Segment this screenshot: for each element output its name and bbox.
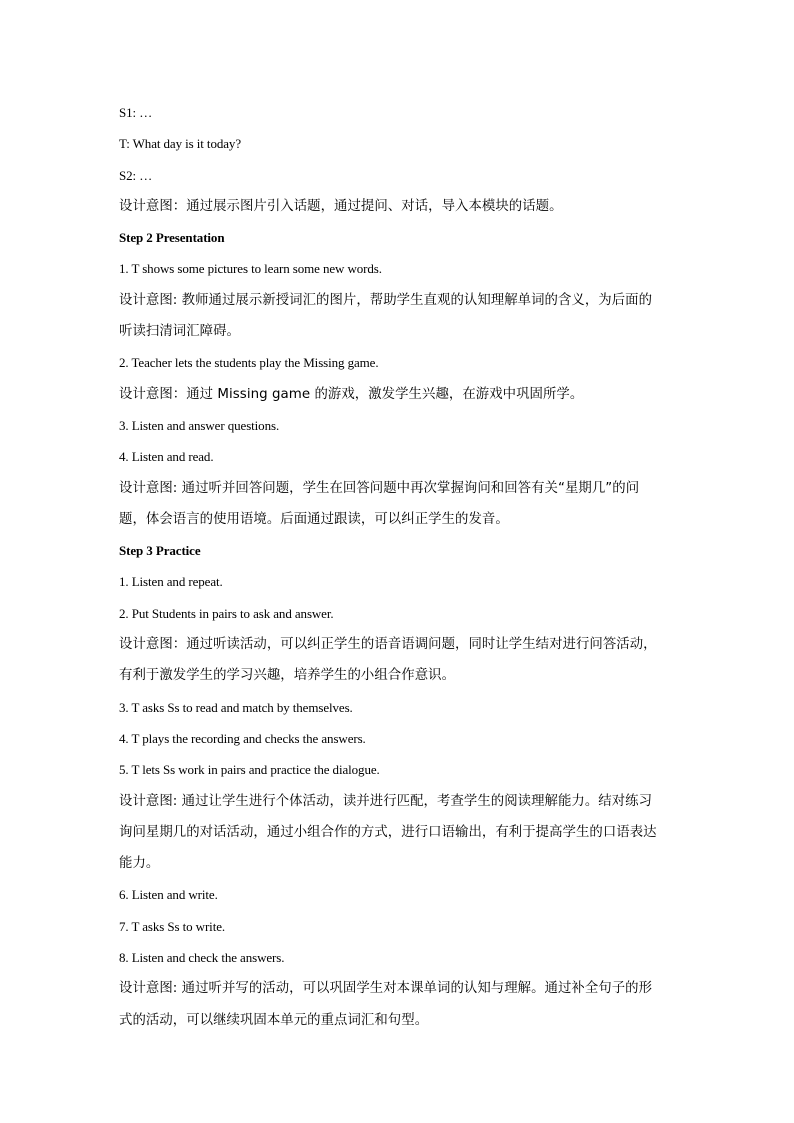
- procedure-step: 4. T plays the recording and checks the answers.: [119, 730, 366, 746]
- procedure-step: 2. Put Students in pairs to ask and answer.: [119, 605, 334, 621]
- design-intent-text: 设计意图: 通过听并写的活动，可以巩固学生对本课单词的认知与理解。通过补全句子的形: [119, 981, 653, 997]
- procedure-step: 2. Teacher lets the students play the Missing game.: [119, 355, 379, 371]
- procedure-step: 7. T asks Ss to write.: [119, 918, 226, 934]
- section-heading-step-3: Step 3 Practice: [119, 543, 201, 559]
- dialogue-line-teacher: T: What day is it today?: [119, 136, 241, 152]
- procedure-step: 3. T asks Ss to read and match by themselves.: [119, 699, 353, 715]
- design-intent-text: 询问星期几的对话活动，通过小组合作的方式，进行口语输出，有利于提高学生的口语表达: [119, 824, 657, 840]
- design-intent-text: 听读扫清词汇障碍。: [119, 324, 240, 340]
- procedure-step: 6. Listen and write.: [119, 887, 218, 903]
- procedure-step: 4. Listen and read.: [119, 449, 214, 465]
- design-intent-text: 设计意图: 教师通过展示新授词汇的图片，帮助学生直观的认知理解单词的含义，为后面的: [119, 292, 653, 308]
- design-intent-text: 设计意图：通过听读活动，可以纠正学生的语音语调问题，同时让学生结对进行问答活动，: [119, 637, 657, 653]
- design-intent-text: 设计意图：通过 Missing game 的游戏，激发学生兴趣，在游戏中巩固所学。: [119, 386, 584, 402]
- design-intent-text: 设计意图: 通过听并回答问题，学生在回答问题中再次掌握询问和回答有关“星期几”的问: [119, 480, 640, 496]
- procedure-step: 5. T lets Ss work in pairs and practice the dialogue.: [119, 762, 380, 778]
- procedure-step: 8. Listen and check the answers.: [119, 950, 285, 966]
- procedure-step: 3. Listen and answer questions.: [119, 417, 280, 433]
- design-intent-text: 设计意图：通过展示图片引入话题，通过提问、对话，导入本模块的话题。: [119, 198, 563, 214]
- design-intent-text: 设计意图: 通过让学生进行个体活动，读并进行匹配，考查学生的阅读理解能力。结对练习: [119, 793, 653, 809]
- section-heading-step-2: Step 2 Presentation: [119, 230, 225, 246]
- design-intent-text: 能力。: [119, 856, 160, 872]
- design-intent-text: 题，体会语言的使用语境。后面通过跟读，可以纠正学生的发音。: [119, 511, 509, 527]
- document-page: [119, 97, 689, 1036]
- procedure-step: 1. T shows some pictures to learn some new words.: [119, 261, 382, 277]
- design-intent-text: 有利于激发学生的学习兴趣，培养学生的小组合作意识。: [119, 668, 456, 684]
- dialogue-line-s2: S2: …: [119, 167, 153, 183]
- dialogue-line-s1: S1: …: [119, 105, 153, 120]
- design-intent-text: 式的活动，可以继续巩固本单元的重点词汇和句型。: [119, 1012, 429, 1028]
- procedure-step: 1. Listen and repeat.: [119, 574, 223, 590]
